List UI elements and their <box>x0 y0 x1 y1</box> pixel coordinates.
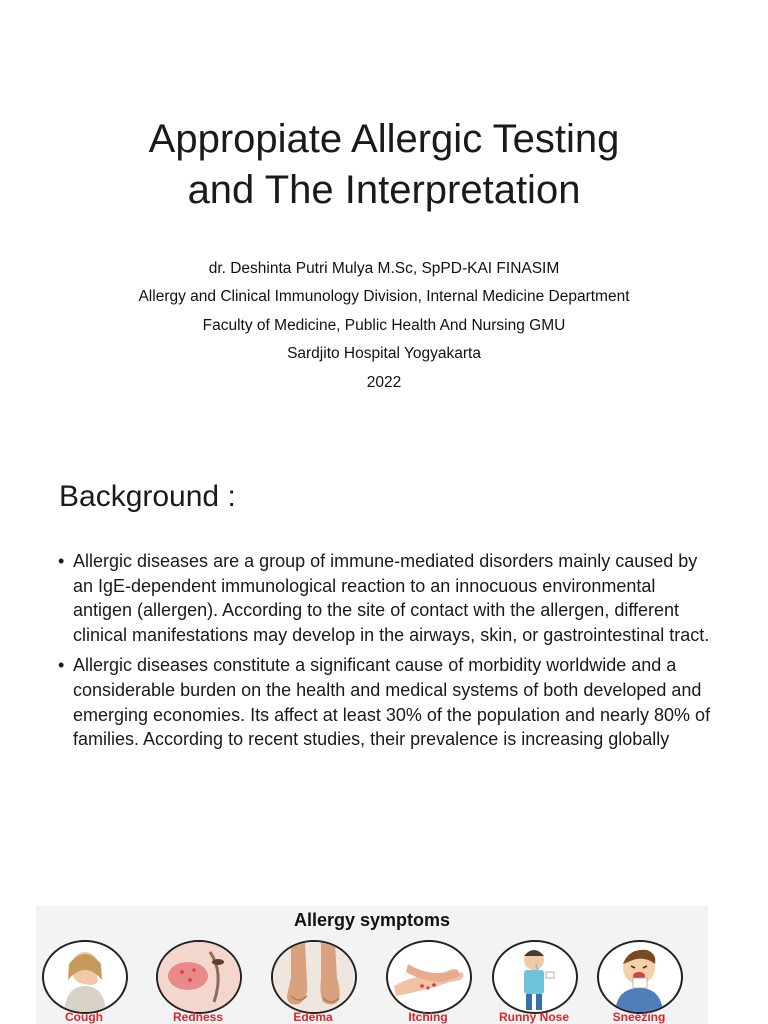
author-name: dr. Deshinta Putri Mulya M.Sc, SpPD-KAI FINASIM <box>208 260 560 277</box>
sneezing-icon <box>597 940 683 1014</box>
presentation-year: 2022 <box>366 374 402 391</box>
cough-icon <box>42 940 128 1014</box>
slide-title-line-2: and The Interpretation <box>187 168 581 212</box>
bullet-item <box>58 653 718 751</box>
author-hospital: Sardjito Hospital Yogyakarta <box>287 345 481 362</box>
symptom-label: Runny Nose <box>498 1010 569 1024</box>
title-slide <box>0 0 768 455</box>
figure-title: Allergy symptoms <box>293 910 451 930</box>
symptom-sneezing <box>595 940 685 1024</box>
symptom-label: Itching <box>408 1010 448 1024</box>
edema-icon <box>271 940 357 1014</box>
symptom-redness <box>154 940 244 1024</box>
symptom-label: Edema <box>293 1010 333 1024</box>
bullet-text: Allergic diseases constitute a significant cause of morbidity worldwide and a considerable burden on the health and medical systems of both developed and emerging economies. Its affect at least 30% of the population and nearly 80% of families. According to recent studies, their prevalence is increasing globally <box>73 655 711 750</box>
runny-nose-icon <box>492 940 578 1014</box>
symptom-label: Cough <box>65 1010 103 1024</box>
bullet-item <box>58 549 718 647</box>
author-division: Allergy and Clinical Immunology Division, Internal Medicine Department <box>138 288 630 305</box>
bullet-marker: • <box>58 551 65 571</box>
allergy-symptoms-figure <box>36 906 708 1024</box>
symptom-runny-nose <box>490 940 580 1024</box>
symptom-edema <box>269 940 359 1024</box>
section-heading: Background : <box>59 480 236 513</box>
slide-title-line-1: Appropiate Allergic Testing <box>148 117 620 161</box>
symptom-label: Sneezing <box>612 1010 666 1024</box>
symptom-cough <box>40 940 130 1024</box>
symptom-itching <box>384 940 474 1024</box>
itching-icon <box>386 940 472 1014</box>
bullet-marker: • <box>58 655 65 676</box>
bullet-list <box>58 549 718 758</box>
redness-icon <box>156 940 242 1014</box>
author-faculty: Faculty of Medicine, Public Health And Nursing GMU <box>202 317 566 334</box>
symptom-label: Redness <box>172 1010 224 1024</box>
bullet-text: Allergic diseases are a group of immune-mediated disorders mainly caused by an IgE-dependent immunological reaction to an innocuous environmental antigen (allergen). According to the site of contact with the allergen, different clinical manifestations may develop in the airways, skin, or gastrointestinal tract. <box>73 551 710 645</box>
